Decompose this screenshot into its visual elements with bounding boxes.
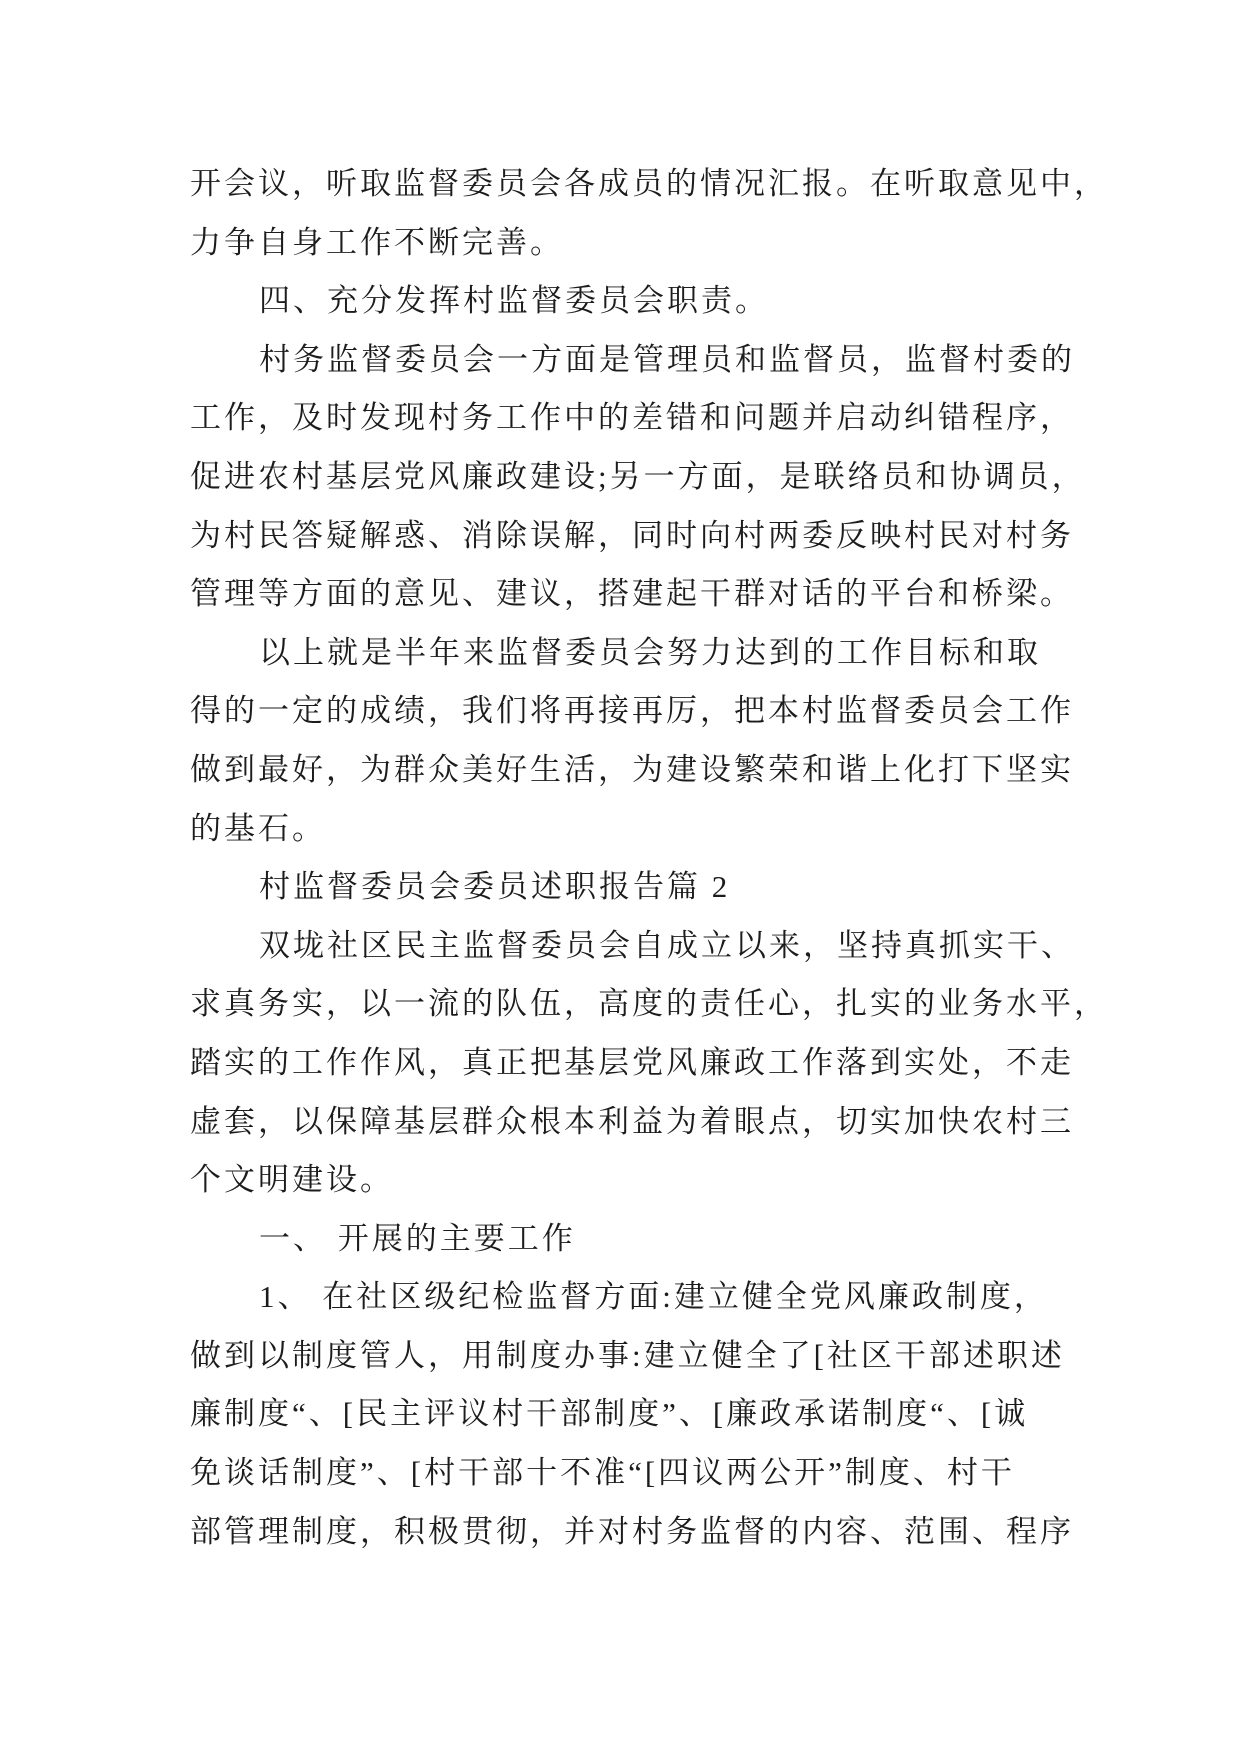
paragraph xyxy=(190,331,1241,624)
paragraph-line: 1、 在社区级纪检监督方面:建立健全党风廉政制度， xyxy=(259,1279,1048,1315)
paragraph-line: 促进农村基层党风廉政建设;另一方面，是联络员和协调员， xyxy=(190,458,1086,494)
paragraph-line: 村务监督委员会一方面是管理员和监督员，监督村委的 xyxy=(259,341,1075,377)
paragraph-line: 双垅社区民主监督委员会自成立以来，坚持真抓实干、 xyxy=(259,927,1075,963)
section-heading-text: 四、充分发挥村监督委员会职责。 xyxy=(259,283,769,319)
paragraph xyxy=(190,624,1241,858)
section-heading xyxy=(190,1210,1241,1269)
paragraph-line: 部管理制度，积极贯彻，并对村务监督的内容、范围、程序 xyxy=(190,1513,1074,1549)
numbered-item xyxy=(190,1268,1241,1561)
paragraph-line: 开会议，听取监督委员会各成员的情况汇报。在听取意见中， xyxy=(190,166,1108,201)
paragraph xyxy=(190,917,1241,1210)
section-heading xyxy=(190,272,1241,331)
paragraph-line: 虚套，以保障基层群众根本利益为着眼点，切实加快农村三 xyxy=(190,1103,1074,1139)
paragraph-line: 力争自身工作不断完善。 xyxy=(190,224,564,260)
paragraph-line: 廉制度“、[民主评议村干部制度”、[廉政承诺制度“、[诚 xyxy=(190,1396,1029,1432)
paragraph-line: 免谈话制度”、[村干部十不准“[四议两公开”制度、村干 xyxy=(190,1455,1015,1491)
paragraph-line: 工作，及时发现村务工作中的差错和问题并启动纠错程序， xyxy=(190,400,1074,436)
paragraph-continued xyxy=(190,155,1241,272)
paragraph-line: 为村民答疑解惑、消除误解，同时向村两委反映村民对村务 xyxy=(190,517,1074,553)
paragraph-line: 以上就是半年来监督委员会努力达到的工作目标和取 xyxy=(259,634,1041,670)
paragraph-line: 做到以制度管人，用制度办事:建立健全了[社区干部述职述 xyxy=(190,1337,1065,1373)
report-title-text: 村监督委员会委员述职报告篇 2 xyxy=(259,869,731,905)
paragraph-line: 做到最好，为群众美好生活，为建设繁荣和谐上化打下坚实 xyxy=(190,751,1074,787)
paragraph-line: 管理等方面的意见、建议，搭建起干群对话的平台和桥梁。 xyxy=(190,576,1074,612)
paragraph-line: 个文明建设。 xyxy=(190,1162,394,1198)
paragraph-line: 得的一定的成绩，我们将再接再厉，把本村监督委员会工作 xyxy=(190,693,1074,729)
paragraph-line: 求真务实，以一流的队伍，高度的责任心，扎实的业务水平， xyxy=(190,986,1108,1022)
report-title xyxy=(190,858,1241,917)
section-heading-text: 一、 开展的主要工作 xyxy=(259,1220,576,1256)
paragraph-line: 的基石。 xyxy=(190,810,326,846)
paragraph-line: 踏实的工作作风，真正把基层党风廉政工作落到实处，不走 xyxy=(190,1044,1074,1080)
